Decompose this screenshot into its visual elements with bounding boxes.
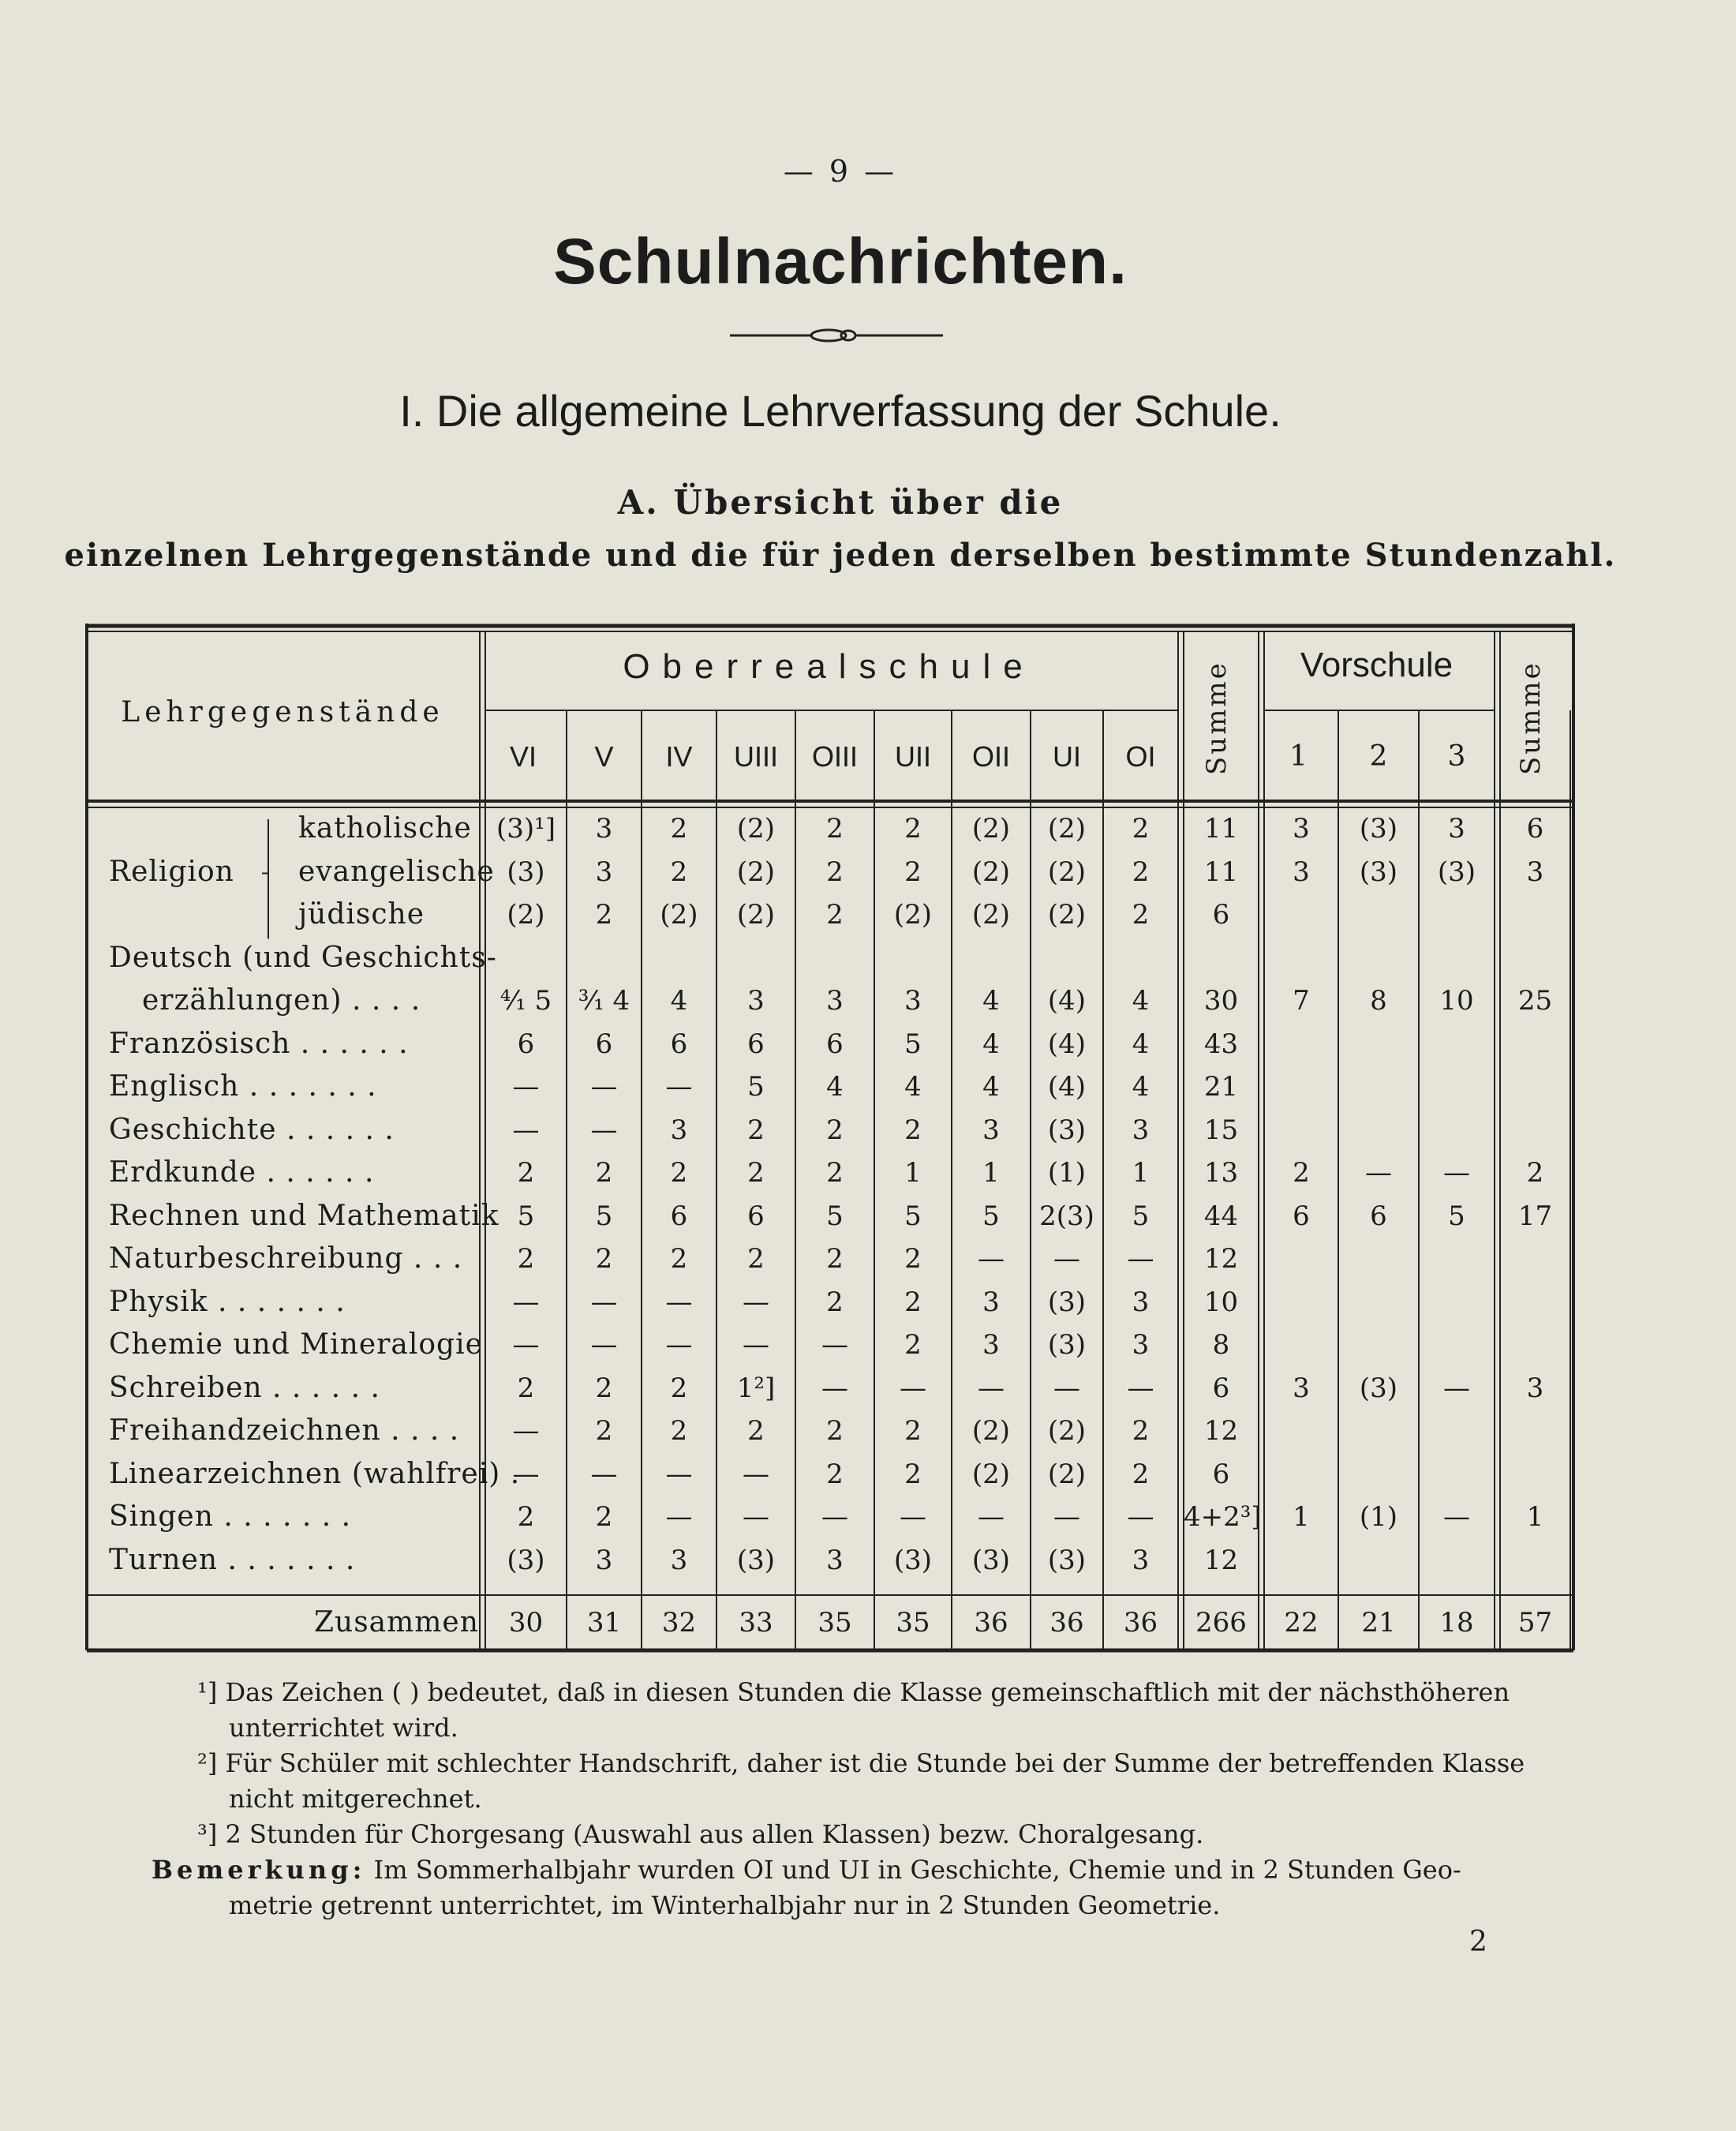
total-cell: 21 xyxy=(1361,1607,1396,1639)
table-cell: 3 xyxy=(982,1114,1000,1146)
table-cell: 12 xyxy=(1203,1544,1239,1576)
subject-label: Singen . . . . . . . xyxy=(109,1500,352,1533)
column-header-uiii: UIII xyxy=(733,740,778,773)
subject-label: katholische xyxy=(298,812,472,845)
table-cell: 1 xyxy=(1293,1501,1310,1533)
subject-label: Erdkunde . . . . . . xyxy=(109,1156,375,1189)
column-header-oiii: OIII xyxy=(811,740,858,773)
table-cell: 25 xyxy=(1517,985,1553,1017)
table-cell: 2 xyxy=(517,1157,535,1189)
table-cell: 1²] xyxy=(736,1372,776,1404)
table-cell: 2 xyxy=(595,899,613,931)
footnotes xyxy=(152,1675,1555,1923)
table-cell: (3) xyxy=(1437,856,1476,888)
table-cell: 4 xyxy=(982,1071,1000,1103)
table-cell: 6 xyxy=(1370,1200,1387,1232)
table-cell: 1 xyxy=(1132,1157,1150,1189)
table-cell: (2) xyxy=(971,856,1011,888)
table-cell: — xyxy=(1443,1501,1470,1533)
subject-label: Schreiben . . . . . . xyxy=(109,1371,380,1404)
table-cell: 13 xyxy=(1203,1157,1239,1189)
table-cell: — xyxy=(665,1071,693,1103)
table-cell: — xyxy=(512,1329,540,1361)
subject-header: Lehrgegenstände xyxy=(121,696,444,728)
column-header-vorschule-2: 2 xyxy=(1369,740,1388,773)
subject-label: Englisch . . . . . . . xyxy=(109,1070,377,1103)
table-cell: 44 xyxy=(1203,1200,1239,1232)
column-header-uii: UII xyxy=(894,740,931,773)
table-cell: 4 xyxy=(982,1028,1000,1060)
total-cell: 31 xyxy=(586,1607,622,1639)
total-cell: 36 xyxy=(1123,1607,1158,1639)
table-cell: (3) xyxy=(893,1544,933,1576)
table-cell: 2 xyxy=(595,1243,613,1275)
table-cell: 6 xyxy=(747,1028,765,1060)
table-cell: 4 xyxy=(1132,1028,1150,1060)
table-cell: 8 xyxy=(1212,1329,1230,1361)
table-cell: 2 xyxy=(904,1415,922,1447)
table-cell: 2 xyxy=(670,1157,688,1189)
table-cell: — xyxy=(512,1415,540,1447)
table-cell: (2) xyxy=(507,899,545,931)
table-cell: 6 xyxy=(1526,813,1544,845)
table-cell: (3) xyxy=(507,1544,545,1576)
table-cell: — xyxy=(590,1458,618,1490)
table-cell: 2 xyxy=(517,1501,535,1533)
table-cell: 1 xyxy=(1526,1501,1544,1533)
table-cell: — xyxy=(821,1501,848,1533)
table-cell: 2 xyxy=(595,1501,613,1533)
table-cell: (2) xyxy=(1047,856,1087,888)
table-cell: 6 xyxy=(595,1028,613,1060)
table-cell: 3 xyxy=(904,985,922,1017)
table-cell: 5 xyxy=(982,1200,1000,1232)
table-cell: (2) xyxy=(1047,813,1087,845)
table-cell: — xyxy=(590,1329,618,1361)
total-cell: 32 xyxy=(661,1607,697,1639)
table-cell: 3 xyxy=(595,856,613,888)
column-header-vorschule-3: 3 xyxy=(1447,740,1466,773)
table-cell: 2 xyxy=(747,1114,765,1146)
summe-header-vor: Summe xyxy=(1515,661,1547,776)
table-cell: (2) xyxy=(736,813,776,845)
table-cell: 3 xyxy=(1526,856,1544,888)
table-cell: 12 xyxy=(1203,1243,1239,1275)
table-cell: 10 xyxy=(1439,985,1474,1017)
table-cell: 2 xyxy=(826,1458,844,1490)
table-cell: (2) xyxy=(1047,1415,1087,1447)
table-cell: — xyxy=(821,1329,848,1361)
table-cell: 2 xyxy=(904,1458,922,1490)
table-cell: (2) xyxy=(893,899,933,931)
table-cell: 6 xyxy=(517,1028,535,1060)
table-cell: 5 xyxy=(595,1200,613,1232)
page-title: Schulnachrichten. xyxy=(553,226,1128,298)
total-cell: 22 xyxy=(1284,1607,1319,1639)
table-cell: (3)¹] xyxy=(496,813,556,845)
table-cell: (3) xyxy=(736,1544,776,1576)
table-cell: 4 xyxy=(670,985,688,1017)
total-cell: 33 xyxy=(739,1607,773,1639)
table-cell: 5 xyxy=(747,1071,765,1103)
table-cell: 3 xyxy=(670,1544,688,1576)
table-cell: 2 xyxy=(826,1286,844,1318)
table-cell: — xyxy=(512,1114,540,1146)
table-cell: — xyxy=(665,1286,693,1318)
table-cell: — xyxy=(1053,1501,1080,1533)
table-cell: 43 xyxy=(1203,1028,1239,1060)
footnote-2: ²] Für Schüler mit schlechter Handschrift, daher ist die Stunde bei der Summe der betreffenden Klasse nicht mitgerechnet. xyxy=(197,1748,1525,1814)
table-cell: 12 xyxy=(1203,1415,1239,1447)
table-cell: — xyxy=(743,1286,769,1318)
table-cell: — xyxy=(665,1329,693,1361)
table-cell: 1 xyxy=(982,1157,1000,1189)
table-cell: — xyxy=(1127,1501,1154,1533)
table-cell: 2 xyxy=(826,1157,844,1189)
table-cell: 2 xyxy=(595,1372,613,1404)
table-cell: 2 xyxy=(670,856,688,888)
table-cell: — xyxy=(978,1501,1005,1533)
table-cell: 2 xyxy=(826,1415,844,1447)
table-cell: 30 xyxy=(1203,985,1239,1017)
table-cell: 2 xyxy=(904,1286,922,1318)
total-cell: 35 xyxy=(896,1607,930,1639)
table-cell: 3 xyxy=(1132,1286,1150,1318)
column-header-oii: OII xyxy=(971,740,1010,773)
table-cell: — xyxy=(1127,1372,1154,1404)
table-cell: 3 xyxy=(826,985,844,1017)
table-cell: 2 xyxy=(1132,856,1150,888)
table-cell: 2 xyxy=(904,813,922,845)
table-cell: (3) xyxy=(1047,1329,1087,1361)
table-cell: 7 xyxy=(1293,985,1310,1017)
subject-label: Physik . . . . . . . xyxy=(109,1285,346,1318)
table-cell: (2) xyxy=(971,1415,1011,1447)
total-cell: 30 xyxy=(508,1607,544,1639)
table-cell: (4) xyxy=(1047,1028,1087,1060)
table-cell: 2 xyxy=(1526,1157,1544,1189)
table-cell: 2 xyxy=(904,1114,922,1146)
table-cell: 3 xyxy=(595,813,613,845)
table-cell: — xyxy=(590,1114,618,1146)
table-cell: 2 xyxy=(517,1372,535,1404)
summe-header-ober: Summe xyxy=(1201,661,1233,776)
table-cell: 5 xyxy=(826,1200,844,1232)
subheading-line-1: A. Übersicht über die xyxy=(617,483,1064,522)
table-cell: 6 xyxy=(1212,1458,1230,1490)
table-cell: — xyxy=(512,1458,540,1490)
table-cell: — xyxy=(743,1458,769,1490)
column-header-v: V xyxy=(594,740,614,773)
subject-label: Geschichte . . . . . . xyxy=(109,1113,395,1146)
table-cell: 6 xyxy=(747,1200,765,1232)
table-cell: 2(3) xyxy=(1039,1200,1094,1232)
lesson-table xyxy=(85,624,1577,1662)
table-cell: 3 xyxy=(1132,1544,1150,1576)
table-cell: (3) xyxy=(1359,813,1398,845)
table-cell: 2 xyxy=(826,1243,844,1275)
group-header-vorschule: Vorschule xyxy=(1300,646,1454,684)
table-cell: — xyxy=(512,1071,540,1103)
column-header-vorschule-1: 1 xyxy=(1289,740,1308,773)
table-cell: 2 xyxy=(826,813,844,845)
sheet-number: 2 xyxy=(1469,1926,1487,1958)
table-cell: — xyxy=(1127,1243,1154,1275)
table-cell: 3 xyxy=(1526,1372,1544,1404)
table-cell: 3 xyxy=(595,1544,613,1576)
table-cell: 15 xyxy=(1203,1114,1239,1146)
table-cell: — xyxy=(1443,1157,1470,1189)
total-cell: 57 xyxy=(1517,1607,1553,1639)
table-cell: 3 xyxy=(826,1544,844,1576)
table-cell: 2 xyxy=(1293,1157,1310,1189)
total-cell: 36 xyxy=(974,1607,1008,1639)
column-header-ui: UI xyxy=(1053,740,1081,773)
table-cell: (3) xyxy=(1047,1114,1087,1146)
table-cell: 6 xyxy=(670,1028,688,1060)
table-cell: (3) xyxy=(507,856,545,888)
table-cell: 2 xyxy=(904,1329,922,1361)
table-cell: 3 xyxy=(747,985,765,1017)
table-cell: 3 xyxy=(670,1114,688,1146)
table-cell: (4) xyxy=(1047,985,1087,1017)
table-cell: (2) xyxy=(971,899,1011,931)
table-cell: 4 xyxy=(1132,1071,1150,1103)
table-cell: 3 xyxy=(1293,1372,1310,1404)
table-cell: — xyxy=(590,1071,618,1103)
table-cell: 2 xyxy=(747,1243,765,1275)
table-cell: (2) xyxy=(971,813,1011,845)
table-cell: 2 xyxy=(670,1415,688,1447)
column-header-iv: IV xyxy=(665,740,693,773)
table-cell: 2 xyxy=(826,899,844,931)
table-cell: 11 xyxy=(1203,813,1239,845)
subject-label: Linearzeichnen (wahlfrei) . xyxy=(109,1457,521,1490)
table-cell: 2 xyxy=(670,1372,688,1404)
table-cell: 6 xyxy=(1212,899,1230,931)
subject-label: Französisch . . . . . . xyxy=(109,1027,409,1060)
table-cell: 2 xyxy=(670,1243,688,1275)
table-cell: (2) xyxy=(660,899,698,931)
table-cell: 5 xyxy=(904,1200,922,1232)
table-cell: 5 xyxy=(904,1028,922,1060)
table-cell: 3 xyxy=(1132,1329,1150,1361)
table-cell: — xyxy=(665,1458,693,1490)
table-cell: 3 xyxy=(982,1286,1000,1318)
subject-label: Turnen . . . . . . . xyxy=(109,1543,356,1576)
subject-label: Deutsch (und Geschichts- xyxy=(109,941,497,974)
table-cell: — xyxy=(821,1372,848,1404)
page-number: — 9 — xyxy=(783,154,898,189)
table-cell: 6 xyxy=(826,1028,844,1060)
table-cell: (4) xyxy=(1047,1071,1087,1103)
table-cell: (2) xyxy=(1047,1458,1087,1490)
table-cell: — xyxy=(743,1329,769,1361)
column-header-oi: OI xyxy=(1125,740,1156,773)
table-cell: 4 xyxy=(904,1071,922,1103)
table-cell: 3 xyxy=(982,1329,1000,1361)
table-cell: (3) xyxy=(1359,856,1398,888)
table-cell: (2) xyxy=(736,899,776,931)
table-cell: — xyxy=(1053,1372,1080,1404)
total-cell: 35 xyxy=(817,1607,852,1639)
religion-label: Religion xyxy=(109,855,234,888)
table-cell: (3) xyxy=(1047,1286,1087,1318)
table-cell: (3) xyxy=(1359,1372,1398,1404)
section-heading: I. Die allgemeine Lehrverfassung der Schule. xyxy=(399,386,1281,436)
table-cell: 2 xyxy=(747,1415,765,1447)
table-cell: 3 xyxy=(1448,813,1465,845)
total-cell: 36 xyxy=(1049,1607,1084,1639)
table-cell: 6 xyxy=(1293,1200,1310,1232)
table-cell: 2 xyxy=(826,1114,844,1146)
table-cell: 21 xyxy=(1203,1071,1239,1103)
table-cell: — xyxy=(1443,1372,1470,1404)
table-cell: 2 xyxy=(595,1415,613,1447)
subject-label: Freihandzeichnen . . . . xyxy=(109,1414,460,1447)
table-cell: — xyxy=(743,1501,769,1533)
table-cell: — xyxy=(978,1243,1005,1275)
subject-label: Chemie und Mineralogie xyxy=(109,1328,483,1361)
table-cell: (2) xyxy=(971,1458,1011,1490)
table-cell: 2 xyxy=(826,856,844,888)
table-cell: 10 xyxy=(1203,1286,1239,1318)
subject-label: Naturbeschreibung . . . xyxy=(109,1242,463,1275)
subject-label: jüdische xyxy=(298,898,425,931)
table-cell: 2 xyxy=(1132,1458,1150,1490)
table-cell: (3) xyxy=(1047,1544,1087,1576)
total-label: Zusammen xyxy=(314,1606,479,1639)
subject-label: Rechnen und Mathematik xyxy=(109,1199,499,1232)
table-cell: (3) xyxy=(971,1544,1011,1576)
table-cell: 1 xyxy=(904,1157,922,1189)
table-cell: 3 xyxy=(1132,1114,1150,1146)
ornament-divider xyxy=(730,324,943,347)
table-cell: 2 xyxy=(747,1157,765,1189)
table-cell: — xyxy=(900,1501,926,1533)
subheading-line-2: einzelnen Lehrgegenstände und die für jeden derselben bestimmte Stundenzahl. xyxy=(64,537,1617,574)
table-cell: 5 xyxy=(1448,1200,1465,1232)
table-cell: 4 xyxy=(1132,985,1150,1017)
table-cell: 5 xyxy=(517,1200,535,1232)
table-cell: 11 xyxy=(1203,856,1239,888)
table-cell: — xyxy=(1365,1157,1392,1189)
table-cell: 2 xyxy=(1132,1415,1150,1447)
table-cell: (1) xyxy=(1047,1157,1087,1189)
table-cell: 6 xyxy=(1212,1372,1230,1404)
table-cell: (1) xyxy=(1359,1501,1398,1533)
table-cell: — xyxy=(1053,1243,1080,1275)
table-cell: 2 xyxy=(904,856,922,888)
subject-label: erzählungen) . . . . xyxy=(142,984,421,1017)
total-cell: 18 xyxy=(1439,1607,1474,1639)
table-cell: 17 xyxy=(1517,1200,1553,1232)
table-cell: (2) xyxy=(736,856,776,888)
footnote-3: ³] 2 Stunden für Chorgesang (Auswahl aus allen Klassen) bezw. Choralgesang. xyxy=(197,1819,1204,1849)
table-cell: — xyxy=(512,1286,540,1318)
table-cell: 2 xyxy=(1132,899,1150,931)
table-cell: 3 xyxy=(1293,856,1310,888)
table-cell: 4+2³] xyxy=(1184,1501,1262,1533)
table-cell: 2 xyxy=(517,1243,535,1275)
table-cell: 4 xyxy=(982,985,1000,1017)
table-cell: 6 xyxy=(670,1200,688,1232)
table-cell: 4 xyxy=(826,1071,844,1103)
remark: Bemerkung: Im Sommerhalbjahr wurden OI und UI in Geschichte, Chemie und in 2 Stunden Geo- metrie getrennt unterrichtet, im Winterhalbjahr nur in 2 Stunden Geometrie. xyxy=(152,1855,1461,1920)
table-cell: ³⁄₁ 4 xyxy=(578,985,630,1017)
group-header-oberrealschule: Oberrealschule xyxy=(623,647,1035,686)
total-cell: 266 xyxy=(1195,1607,1247,1639)
footnote-1: ¹] Das Zeichen ( ) bedeutet, daß in diesen Stunden die Klasse gemeinschaftlich mit der nächsthöheren unterrichtet wird. xyxy=(197,1677,1510,1743)
table-cell: — xyxy=(665,1501,693,1533)
table-cell: 2 xyxy=(670,813,688,845)
table-cell: (2) xyxy=(1047,899,1087,931)
table-cell: ⁴⁄₁ 5 xyxy=(499,985,552,1017)
table-cell: 2 xyxy=(595,1157,613,1189)
table-cell: 2 xyxy=(1132,813,1150,845)
table-cell: 2 xyxy=(904,1243,922,1275)
table-cell: 8 xyxy=(1370,985,1387,1017)
table-cell: 3 xyxy=(1293,813,1310,845)
table-cell: — xyxy=(978,1372,1005,1404)
table-cell: 5 xyxy=(1132,1200,1150,1232)
table-cell: — xyxy=(590,1286,618,1318)
subject-label: evangelische xyxy=(298,855,495,888)
column-header-vi: VI xyxy=(509,740,537,773)
table-cell: — xyxy=(900,1372,926,1404)
